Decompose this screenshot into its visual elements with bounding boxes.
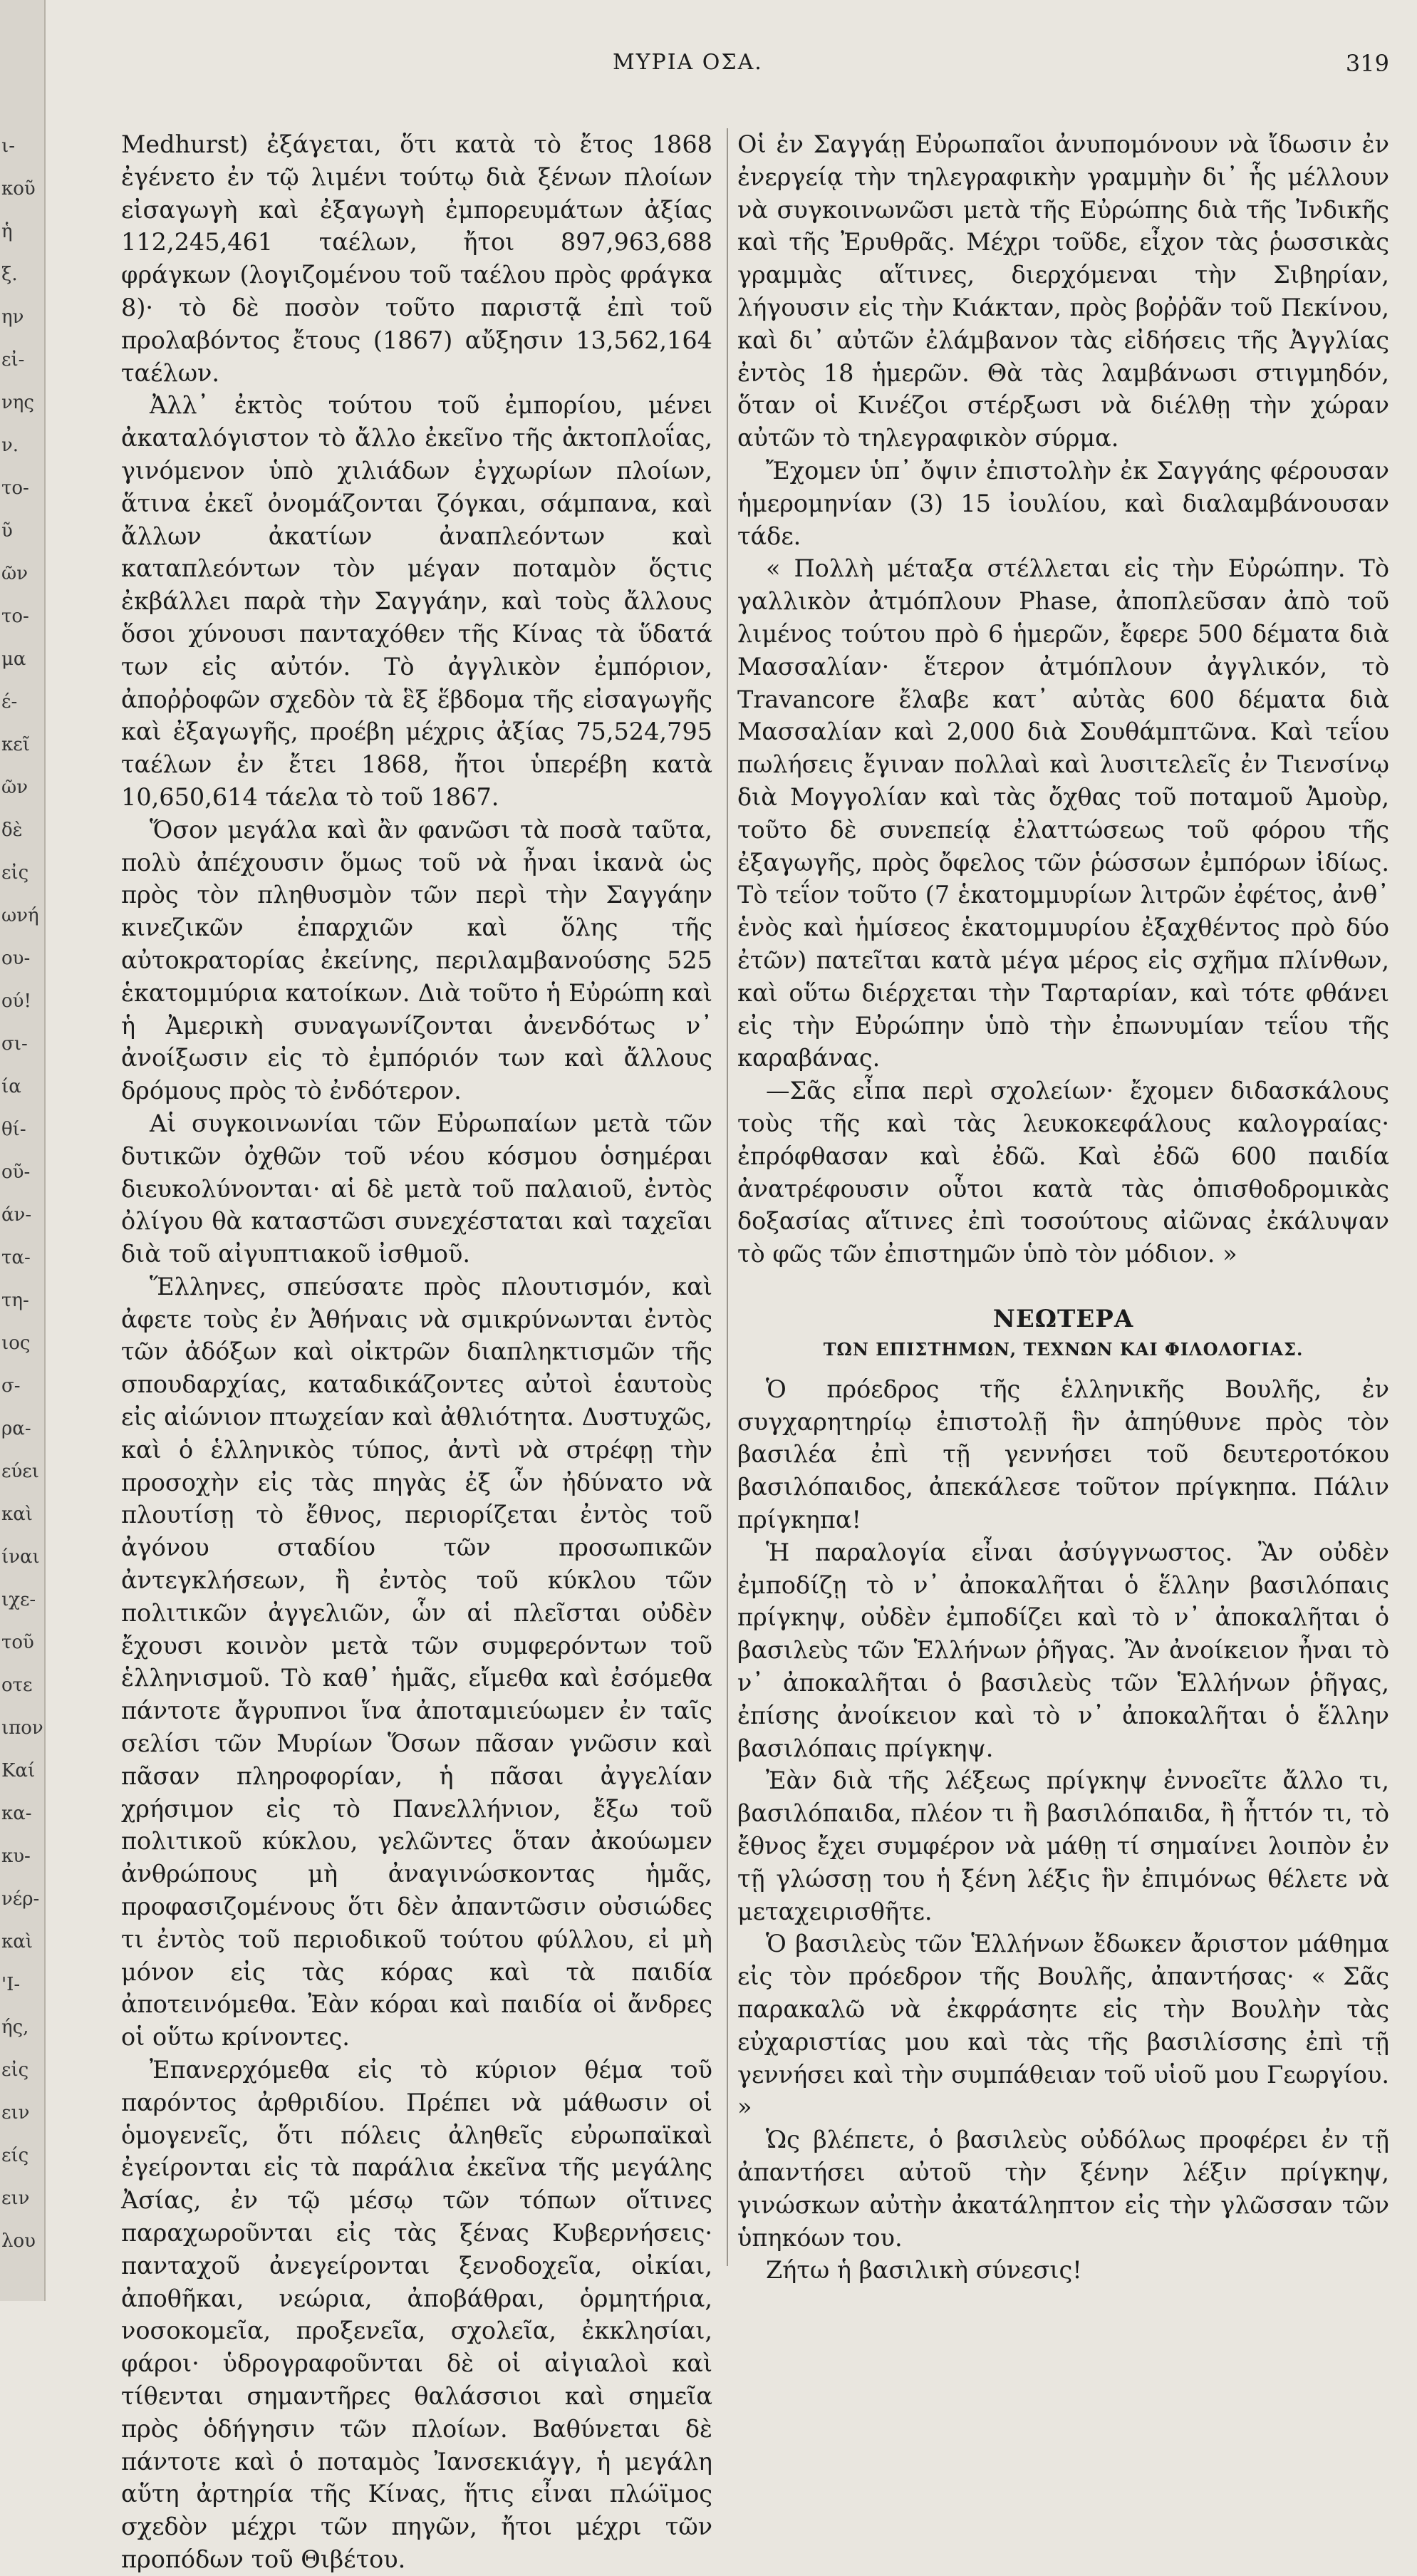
margin-fragment: άν- <box>1 1204 32 1226</box>
margin-fragment: κοῦ <box>1 178 36 200</box>
margin-fragment: θί- <box>1 1119 26 1140</box>
margin-fragment: εύει <box>1 1461 39 1482</box>
margin-fragment: οῦ- <box>1 1162 31 1183</box>
margin-fragment: κυ- <box>1 1846 31 1867</box>
margin-fragment: σ- <box>1 1375 21 1397</box>
running-title: ΜΥΡΙΑ ΟΣΑ. <box>613 50 763 75</box>
margin-fragment: ειν <box>1 2102 30 2124</box>
right-column <box>737 128 1389 2285</box>
margin-fragment: ού! <box>1 990 31 1012</box>
margin-fragment: ιπον <box>1 1717 43 1739</box>
document-page <box>57 0 1411 2573</box>
margin-fragment: νέρ- <box>1 1888 40 1910</box>
margin-fragment: ι- <box>1 135 15 157</box>
margin-fragment: εἰς <box>1 862 29 884</box>
left-paragraph-6: Ἐπανερχόμεθα εἰς τὸ κύριον θέμα τοῦ παρόντος ἀρθριδίου. Πρέπει νὰ μάθωσιν οἱ ὁμογενεῖς, ὅτι πόλεις ἀληθεῖς εὐρωπαϊκαὶ ἐγείρονται εἰς τὰ παράλια ἐκεῖνα τῆς μεγάλης Ἀσίας, ἐν τῷ μέσῳ τῶν τόπων οἵτινες παραχωροῦνται εἰς τὰς ξένας Κυβερνήσεις· πανταχοῦ ἀνεγείρονται ξενοδοχεῖα, οἰκίαι, ἀποθῆκαι, νεώρια, ἀποβάθραι, ὁρμητήρια, νοσοκομεῖα, προξενεῖα, σχολεῖα, ἐκκλησίαι, φάροι· ὑδρογραφοῦνται δὲ οἱ αἰγιαλοὶ καὶ τίθενται σημαντῆρες θαλάσσιοι καὶ σημεῖα πρὸς ὁδήγησιν τῶν πλοίων. Βαθύνεται δὲ πάντοτε καὶ ὁ ποταμὸς Ἰανσεκιάγγ, ἡ μεγάλη αὕτη ἀρτηρία τῆς Κίνας, ἥτις εἶναι πλώϊμος σχεδὸν μέχρι τῶν πηγῶν, ἤτοι μέχρι τῶν προπόδων τοῦ Θιβέτου. <box>121 2056 712 2573</box>
left-paragraph-3: Ὅσον μεγάλα καὶ ἂν φανῶσι τὰ ποσὰ ταῦτα, πολὺ ἀπέχουσιν ὅμως τοῦ νὰ ἦναι ἱκανὰ ὡς πρὸς τὸν πληθυσμὸν τῶν περὶ τὴν Σαγγάην κινεζικῶν ἐπαρχιῶν καὶ ὅλης τῆς αὐτοκρατορίας ἐκείνης, περιλαμβανούσης 525 ἑκατομμύρια κατοίκων. Διὰ τοῦτο ἡ Εὐρώπη καὶ ἡ Ἀμερικὴ συναγωνίζονται ἀνενδότως ν᾽ ἀνοίξωσιν εἰς τὸ ἐμπόριόν των καὶ ἄλλους δρόμους πρὸς τὸ ἐνδότερον. <box>121 815 712 1105</box>
margin-fragment: Καί <box>1 1760 36 1781</box>
section-paragraph-1: Ὁ πρόεδρος τῆς ἑλληνικῆς Βουλῆς, ἐν συγχαρητηρίῳ ἐπιστολῇ ἣν ἀπηύθυνε πρὸς τὸν βασιλέα ἐπὶ τῇ γεννήσει τοῦ δευτεροτόκου βασιλόπαιδος, ἀπεκάλεσε τοῦτον πρίγκηπα. Πάλιν πρίγκηπα! <box>737 1375 1389 1534</box>
margin-fragment: ου- <box>1 948 31 969</box>
margin-fragment: τη- <box>1 1290 29 1311</box>
right-paragraph-3: « Πολλὴ μέταξα στέλλεται εἰς τὴν Εὐρώπην. Τὸ γαλλικὸν ἀτμόπλουν Phase, ἀποπλεῦσαν ἀπὸ τοῦ λιμένος τούτου πρὸ 6 ἡμερῶν, ἔφερε 500 δέματα διὰ Μασσαλίαν· ἕτερον ἀτμόπλουν ἀγγλικόν, τὸ Travancore ἔλαβε κατ᾽ αὐτὰς 600 δέματα διὰ Μασσαλίαν καὶ 2,000 διὰ Σουθάμπτῶνα. Καὶ τεΐου πωλήσεις ἔγιναν πολλαὶ καὶ λυσιτελεῖς ἐν Τιενσίνῳ διὰ Μογγολίαν καὶ τὰς ὄχθας τοῦ ποταμοῦ Ἀμοὺρ, τοῦτο δὲ συνεπείᾳ ἐλαττώσεως τοῦ φόρου τῆς ἐξαγωγῆς, πρὸς ὄφελος τῶν ῥώσσων ἐμπόρων ἰδίως. Τὸ τεΐον τοῦτο (7 ἑκατομμυρίων λιτρῶν ἐφέτος, ἀνθ᾽ ἑνὸς καὶ ἡμίσεος ἑκατομμυρίου ἐξαχθέντος πρὸ δύο ἐτῶν) πατεῖται κατὰ μέγα μέρος εἰς σχῆμα πλίνθων, καὶ οὕτω διέρχεται τὴν Ταρταρίαν, καὶ τότε φθάνει εἰς τὴν Εὐρώπην ὑπὸ τὴν ἐπωνυμίαν τεΐου τῆς καραβάνας. <box>737 554 1389 1072</box>
page-number: 319 <box>1345 50 1389 77</box>
section-subtitle: ΤΩΝ ΕΠΙΣΤΗΜΩΝ, ΤΕΧΝΩΝ ΚΑΙ ΦΙΛΟΛΟΓΙΑΣ. <box>823 1338 1304 1360</box>
margin-fragment: τα- <box>1 1247 31 1268</box>
margin-fragment: ής, <box>1 2017 29 2038</box>
margin-fragment: το- <box>1 477 29 499</box>
margin-fragment: κα- <box>1 1803 32 1824</box>
margin-fragment: ῶν <box>1 563 28 584</box>
page-header <box>57 50 1403 78</box>
margin-fragment: καὶ <box>1 1931 33 1952</box>
margin-fragment: σι- <box>1 1033 28 1055</box>
margin-fragment: κεῖ <box>1 734 30 755</box>
margin-fragment: έ- <box>1 691 18 713</box>
margin-fragment: ἡ <box>1 221 13 242</box>
margin-fragment: λου <box>1 2230 36 2252</box>
left-paragraph-1: Medhurst) ἐξάγεται, ὅτι κατὰ τὸ ἔτος 1868 ἐγένετο ἐν τῷ λιμένι τούτῳ διὰ ξένων πλοίων εἰσαγωγὴ καὶ ἐξαγωγὴ ἐμπορευμάτων ἀξίας 112,245,461 ταέλων, ἤτοι 897,963,688 φράγκων (λογιζομένου τοῦ ταέλου πρὸς φράγκα 8)· τὸ δὲ ποσὸν τοῦτο παριστᾷ ἐπὶ τοῦ προλαβόντος ἔτους (1867) αὔξησιν 13,562,164 ταέλων. <box>121 130 712 387</box>
margin-fragment: ῶν <box>1 777 28 798</box>
margin-fragment: ην <box>1 306 24 328</box>
margin-fragment: 'Ι- <box>1 1974 21 1995</box>
section-paragraph-3: Ἐὰν διὰ τῆς λέξεως πρίγκηψ ἐννοεῖτε ἄλλο τι, βασιλόπαιδα, πλέον τι ἢ βασιλόπαιδα, ἢ ἧττόν τι, τὸ ἔθνος ἔχει συμφέρον νὰ μάθῃ τί σημαίνει λοιπὸν ἐν τῇ γλώσσῃ του ἡ ξένη λέξις ἣν ἐπιμόνως θέλετε νὰ μεταχειρισθῆτε. <box>737 1767 1389 1925</box>
margin-fragment: εἰ- <box>1 349 25 371</box>
margin-fragment: ωνή <box>1 905 39 926</box>
section-paragraph-2: Ἡ παραλογία εἶναι ἀσύγγνωστος. Ἂν οὐδὲν ἐμποδίζῃ τὸ ν᾽ ἀποκαλῆται ὁ ἕλλην βασιλόπαις πρίγκηψ, οὐδὲν ἐμποδίζει καὶ τὸ ν᾽ ἀποκαλῆται ὁ βασιλεὺς τῶν Ἑλλήνων ῥῆγας. Ἂν ἀνοίκειον ἦναι τὸ ν᾽ ἀποκαλῆται ὁ βασιλεὺς τῶν Ἑλλήνων ῥῆγας, ἐπίσης ἀνοίκειον καὶ τὸ ν᾽ ἀποκαλῆται ὁ ἕλλην βασιλόπαις πρίγκηψ. <box>737 1538 1389 1762</box>
right-paragraph-4: —Σᾶς εἶπα περὶ σχολείων· ἔχομεν διδασκάλους τοὺς τῆς καὶ τὰς λευκοκεφάλους καλογραίας· ἐπρόφθασαν καὶ ἐδῶ. Καὶ ἐδῶ 600 παιδία ἀνατρέφουσιν οὗτοι κατὰ τὰς ὀπισθοδρομικὰς δοξασίας αἵτινες ἐπὶ τοσούτους αἰῶνας ἐκάλυψαν τὸ φῶς τῶν ἐπιστημῶν ὑπὸ τὸν μόδιον. » <box>737 1077 1389 1268</box>
margin-fragment: καὶ <box>1 1504 33 1525</box>
margin-fragment: το- <box>1 606 29 627</box>
margin-fragment: ῦ <box>1 520 13 542</box>
section-paragraph-4: Ὁ βασιλεὺς τῶν Ἑλλήνων ἔδωκεν ἄριστον μάθημα εἰς τὸν πρόεδρον τῆς Βουλῆς, ἀπαντήσας· « Σᾶς παρακαλῶ νὰ ἐκφράσητε εἰς τὴν Βουλὴν τὰς εὐχαριστίας μου καὶ τὰς τῆς βασιλίσσης ἐπὶ τῇ γεννήσει καὶ τὴν συμπάθειαν τοῦ υἱοῦ μου Γεωργίου. » <box>737 1930 1389 2121</box>
left-paragraph-5: Ἕλληνες, σπεύσατε πρὸς πλουτισμόν, καὶ ἀφετε τοὺς ἐν Ἀθήναις νὰ σμικρύνωνται ἐντὸς τῶν ἀδόξων καὶ οἰκτρῶν διαπληκτισμῶν τῆς σπουδαρχίας, καταδικάζοντες αὐτοὶ ἑαυτοὺς εἰς αἰώνιον πτωχείαν καὶ ἀθλιότητα. Δυστυχῶς, καὶ ὁ ἑλληνικὸς τύπος, ἀντὶ νὰ στρέφῃ τὴν προσοχὴν εἰς τὰς πηγὰς ἐξ ὧν ἠδύνατο νὰ πλουτίσῃ τὸ ἔθνος, περιορίζεται ἐντὸς τοῦ ἀγόνου σταδίου τῶν προσωπικῶν ἀντεγκλήσεων, ἢ ἐντὸς τοῦ κύκλου τῶν πολιτικῶν ἀγγελιῶν, ὧν αἱ πλεῖσται οὐδὲν ἔχουσι κοινὸν μετὰ τῶν συμφερόντων τοῦ ἑλληνισμοῦ. Τὸ καθ᾽ ἡμᾶς, εἴμεθα καὶ ἐσόμεθα πάντοτε ἄγρυπνοι ἵνα ἀποταμιεύωμεν ἐν ταῖς σελίσι τῶν Μυρίων Ὅσων πᾶσαν γνῶσιν καὶ πᾶσαν πληροφορίαν, ἡ πᾶσαι ἀγγελίαν χρήσιμον εἰς τὸ Πανελλήνιον, ἔξω τοῦ πολιτικοῦ κύκλου, γελῶντες ὅταν ἀκούωμεν ἀνθρώπους μὴ ἀναγινώσκοντας ἡμᾶς, προφασιζομένους ὅτι δὲν ἀπαντῶσιν οὐσιώδες τι ἐντὸς τοῦ περιοδικοῦ τούτου φύλλου, εἰ μὴ μόνον εἰς τὰς κόρας καὶ τὰ παιδία ἀποτεινόμεθα. Ἐὰν κόραι καὶ παιδία οἱ ἄνδρες οἱ οὕτω κρίνοντες. <box>121 1272 712 2052</box>
margin-fragment: ρα- <box>1 1418 31 1439</box>
section-title: ΝΕΩΤΕΡΑ <box>992 1304 1134 1333</box>
margin-fragment: τοῦ <box>1 1632 34 1653</box>
left-column <box>121 128 728 2573</box>
section-paragraph-5: Ὡς βλέπετε, ὁ βασιλεὺς οὐδόλως προφέρει ἐν τῇ ἀπαντήσει αὐτοῦ τὴν ξένην λέξιν πρίγκηψ, γινώσκων αὐτὴν ἀκατάληπτον εἰς τὴν γλῶσσαν τῶν ὑπηκόων του. <box>737 2126 1389 2252</box>
adjacent-page-edge <box>0 0 46 2301</box>
margin-fragment: ν. <box>1 435 19 456</box>
margin-fragment: ιχε- <box>1 1589 36 1610</box>
margin-fragment: νης <box>1 392 34 413</box>
margin-fragment: εἰς <box>1 2059 29 2081</box>
margin-fragment: ειν <box>1 2188 30 2209</box>
margin-fragment: ξ. <box>1 264 18 285</box>
margin-fragment: μα <box>1 648 26 670</box>
left-paragraph-4: Αἱ συγκοινωνίαι τῶν Εὐρωπαίων μετὰ τῶν δυτικῶν ὀχθῶν τοῦ νέου κόσμου ὁσημέραι διευκολύνονται· αἱ δὲ μετὰ τοῦ παλαιοῦ, ἐντὸς ὀλίγου θὰ καταστῶσι συνεχέσταται καὶ ταχεῖαι διὰ τοῦ αἰγυπτιακοῦ ἰσθμοῦ. <box>121 1109 712 1268</box>
margin-fragment: οτε <box>1 1675 33 1696</box>
right-paragraph-2: Ἔχομεν ὑπ᾽ ὄψιν ἐπιστολὴν ἐκ Σαγγάης φέρουσαν ἡμερομηνίαν (3) 15 ἰουλίου, καὶ διαλαμβάνουσαν τάδε. <box>737 456 1389 550</box>
margin-fragment: ιος <box>1 1333 31 1354</box>
right-paragraph-1: Οἱ ἐν Σαγγάῃ Εὐρωπαῖοι ἀνυπομόνουν νὰ ἴδωσιν ἐν ἐνεργείᾳ τὴν τηλεγραφικὴν γραμμὴν δι᾽ ἧς μέλλουν νὰ συγκοινωνῶσι μετὰ τῆς Εὐρώπης διὰ τῆς Ἰνδικῆς καὶ τῆς Ἐρυθρᾶς. Μέχρι τοῦδε, εἶχον τὰς ῥωσσικὰς γραμμὰς αἵτινες, διερχόμεναι τὴν Σιβηρίαν, λήγουσιν εἰς τὴν Κιάκταν, πρὸς βοῤῥᾶν τοῦ Πεκίνου, καὶ δι᾽ αὐτῶν ἐλάμβανον τὰς εἰδήσεις τῆς Ἀγγλίας ἐντὸς 18 ἡμερῶν. Θὰ τὰς λαμβάνωσι στιγμηδόν, ὅταν οἱ Κινέζοι στέρξωσι νὰ διέλθῃ τὴν χώραν αὐτῶν τὸ τηλεγραφικὸν σύρμα. <box>737 130 1389 452</box>
margin-fragment: ίναι <box>1 1546 40 1568</box>
margin-fragment: είς <box>1 2145 29 2166</box>
section-paragraph-6: Ζήτω ἡ βασιλικὴ σύνεσις! <box>766 2256 1082 2285</box>
margin-fragment: δὲ <box>1 819 23 841</box>
left-paragraph-2: Ἀλλ᾽ ἐκτὸς τούτου τοῦ ἐμπορίου, μένει ἀκαταλόγιστον τὸ ἄλλο ἐκεῖνο τῆς ἀκτοπλοΐας, γινόμενον ὑπὸ χιλιάδων ἐγχωρίων πλοίων, ἅτινα ἐκεῖ ὀνομάζονται ζόγκαι, σάμπανα, καὶ ἄλλων ἀκατίων ἀναπλεόντων καὶ καταπλεόντων τὸν μέγαν ποταμὸν ὅςτις ἐκβάλλει παρὰ τὴν Σαγγάην, καὶ τοὺς ἄλλους ὅσοι χύνουσι πανταχόθεν τῆς Κίνας τὰ ὕδατά των εἰς αὐτόν. Τὸ ἀγγλικὸν ἐμπόριον, ἀποῤῥοφῶν σχεδὸν τὰ ἓξ ἕβδομα τῆς εἰσαγωγῆς καὶ ἐξαγωγῆς, προέβη μέχρις ἀξίας 75,524,795 ταέλων ἐν ἔτει 1868, ἤτοι ὑπερέβη κατὰ 10,650,614 τάελα τὸ τοῦ 1867. <box>121 391 712 811</box>
margin-fragment: ία <box>1 1076 21 1097</box>
